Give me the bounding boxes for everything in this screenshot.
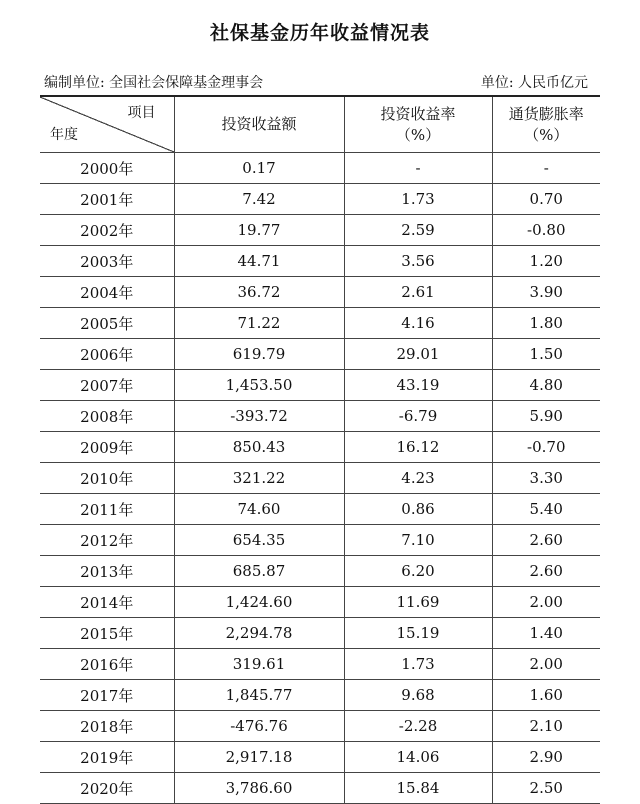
- table-row: [40, 556, 600, 587]
- table-row: [40, 215, 600, 246]
- income-cell: 19.77: [174, 215, 344, 246]
- corner-year-label: 年度: [50, 127, 78, 143]
- income-cell: 850.43: [174, 432, 344, 463]
- table-row: [40, 184, 600, 215]
- table-row: [40, 401, 600, 432]
- year-cell: 2020年: [40, 773, 174, 804]
- inflation-cell: 4.80: [492, 370, 600, 401]
- year-cell: 2019年: [40, 742, 174, 773]
- income-cell: 0.17: [174, 153, 344, 184]
- year-cell: 2001年: [40, 184, 174, 215]
- year-cell: 2006年: [40, 339, 174, 370]
- table-header-row: [40, 96, 600, 153]
- year-cell: 2002年: [40, 215, 174, 246]
- return-rate-header-line1: 投资收益率: [380, 104, 456, 123]
- income-cell: 1,845.77: [174, 680, 344, 711]
- table-body: [40, 153, 600, 804]
- table-row: [40, 246, 600, 277]
- inflation-cell: -0.80: [492, 215, 600, 246]
- return-rate-cell: 2.59: [344, 215, 492, 246]
- inflation-cell: 3.90: [492, 277, 600, 308]
- return-rate-cell: 1.73: [344, 184, 492, 215]
- inflation-cell: 3.30: [492, 463, 600, 494]
- return-rate-cell: 3.56: [344, 246, 492, 277]
- table-row: [40, 153, 600, 184]
- inflation-cell: 0.70: [492, 184, 600, 215]
- year-cell: 2000年: [40, 153, 174, 184]
- table-row: [40, 432, 600, 463]
- inflation-cell: 2.00: [492, 649, 600, 680]
- income-cell: 44.71: [174, 246, 344, 277]
- table-row: [40, 463, 600, 494]
- income-cell: 3,786.60: [174, 773, 344, 804]
- inflation-cell: 2.60: [492, 525, 600, 556]
- income-cell: 71.22: [174, 308, 344, 339]
- year-cell: 2003年: [40, 246, 174, 277]
- inflation-cell: 2.50: [492, 773, 600, 804]
- year-cell: 2011年: [40, 494, 174, 525]
- inflation-cell: 1.50: [492, 339, 600, 370]
- income-cell: 74.60: [174, 494, 344, 525]
- return-rate-cell: 29.01: [344, 339, 492, 370]
- year-cell: 2008年: [40, 401, 174, 432]
- return-rate-cell: 9.68: [344, 680, 492, 711]
- inflation-cell: 2.90: [492, 742, 600, 773]
- table-row: [40, 525, 600, 556]
- table-row: [40, 618, 600, 649]
- inflation-cell: -0.70: [492, 432, 600, 463]
- return-rate-cell: 15.84: [344, 773, 492, 804]
- compiler-label: 编制单位: 全国社会保障基金理事会: [44, 75, 264, 91]
- return-rate-cell: 7.10: [344, 525, 492, 556]
- return-rate-cell: 0.86: [344, 494, 492, 525]
- inflation-cell: 1.80: [492, 308, 600, 339]
- corner-item-label: 项目: [127, 105, 156, 121]
- income-cell: -393.72: [174, 401, 344, 432]
- income-cell: 319.61: [174, 649, 344, 680]
- table-row: [40, 308, 600, 339]
- table-row: [40, 587, 600, 618]
- table-row: [40, 370, 600, 401]
- return-rate-cell: 4.23: [344, 463, 492, 494]
- inflation-cell: -: [492, 153, 600, 184]
- year-cell: 2013年: [40, 556, 174, 587]
- table-row: [40, 277, 600, 308]
- return-rate-cell: 11.69: [344, 587, 492, 618]
- document-title: 社保基金历年收益情况表: [209, 22, 430, 44]
- table-row: [40, 773, 600, 804]
- return-rate-cell: 14.06: [344, 742, 492, 773]
- return-rate-cell: 6.20: [344, 556, 492, 587]
- return-rate-cell: -: [344, 153, 492, 184]
- year-cell: 2012年: [40, 525, 174, 556]
- table-row: [40, 339, 600, 370]
- inflation-cell: 2.00: [492, 587, 600, 618]
- year-cell: 2014年: [40, 587, 174, 618]
- table-row: [40, 680, 600, 711]
- income-cell: 2,294.78: [174, 618, 344, 649]
- year-cell: 2015年: [40, 618, 174, 649]
- income-cell: 2,917.18: [174, 742, 344, 773]
- inflation-header-line1: 通货膨胀率: [508, 104, 584, 123]
- income-cell: 619.79: [174, 339, 344, 370]
- year-cell: 2004年: [40, 277, 174, 308]
- year-cell: 2016年: [40, 649, 174, 680]
- year-cell: 2018年: [40, 711, 174, 742]
- year-cell: 2005年: [40, 308, 174, 339]
- returns-table: [40, 95, 600, 804]
- income-cell: 7.42: [174, 184, 344, 215]
- return-rate-cell: -6.79: [344, 401, 492, 432]
- inflation-cell: 1.40: [492, 618, 600, 649]
- income-cell: 685.87: [174, 556, 344, 587]
- inflation-cell: 2.60: [492, 556, 600, 587]
- income-cell: 1,453.50: [174, 370, 344, 401]
- return-rate-header-line2: （%）: [395, 125, 441, 144]
- unit-label: 单位: 人民币亿元: [480, 75, 588, 91]
- income-cell: 36.72: [174, 277, 344, 308]
- table-row: [40, 711, 600, 742]
- inflation-header-line2: （%）: [524, 125, 569, 144]
- return-rate-column-header: [344, 96, 492, 153]
- income-cell: 654.35: [174, 525, 344, 556]
- inflation-cell: 2.10: [492, 711, 600, 742]
- return-rate-cell: 1.73: [344, 649, 492, 680]
- return-rate-cell: 15.19: [344, 618, 492, 649]
- year-cell: 2010年: [40, 463, 174, 494]
- inflation-cell: 1.20: [492, 246, 600, 277]
- table-row: [40, 649, 600, 680]
- inflation-cell: 1.60: [492, 680, 600, 711]
- inflation-column-header: [492, 96, 600, 153]
- table-row: [40, 742, 600, 773]
- inflation-cell: 5.90: [492, 401, 600, 432]
- return-rate-cell: -2.28: [344, 711, 492, 742]
- corner-header-cell: [40, 96, 174, 153]
- return-rate-cell: 2.61: [344, 277, 492, 308]
- income-column-header: 投资收益额: [174, 96, 344, 153]
- table-row: [40, 494, 600, 525]
- return-rate-cell: 4.16: [344, 308, 492, 339]
- year-cell: 2007年: [40, 370, 174, 401]
- year-cell: 2017年: [40, 680, 174, 711]
- income-cell: 321.22: [174, 463, 344, 494]
- return-rate-cell: 43.19: [344, 370, 492, 401]
- year-cell: 2009年: [40, 432, 174, 463]
- income-cell: 1,424.60: [174, 587, 344, 618]
- return-rate-cell: 16.12: [344, 432, 492, 463]
- inflation-cell: 5.40: [492, 494, 600, 525]
- income-cell: -476.76: [174, 711, 344, 742]
